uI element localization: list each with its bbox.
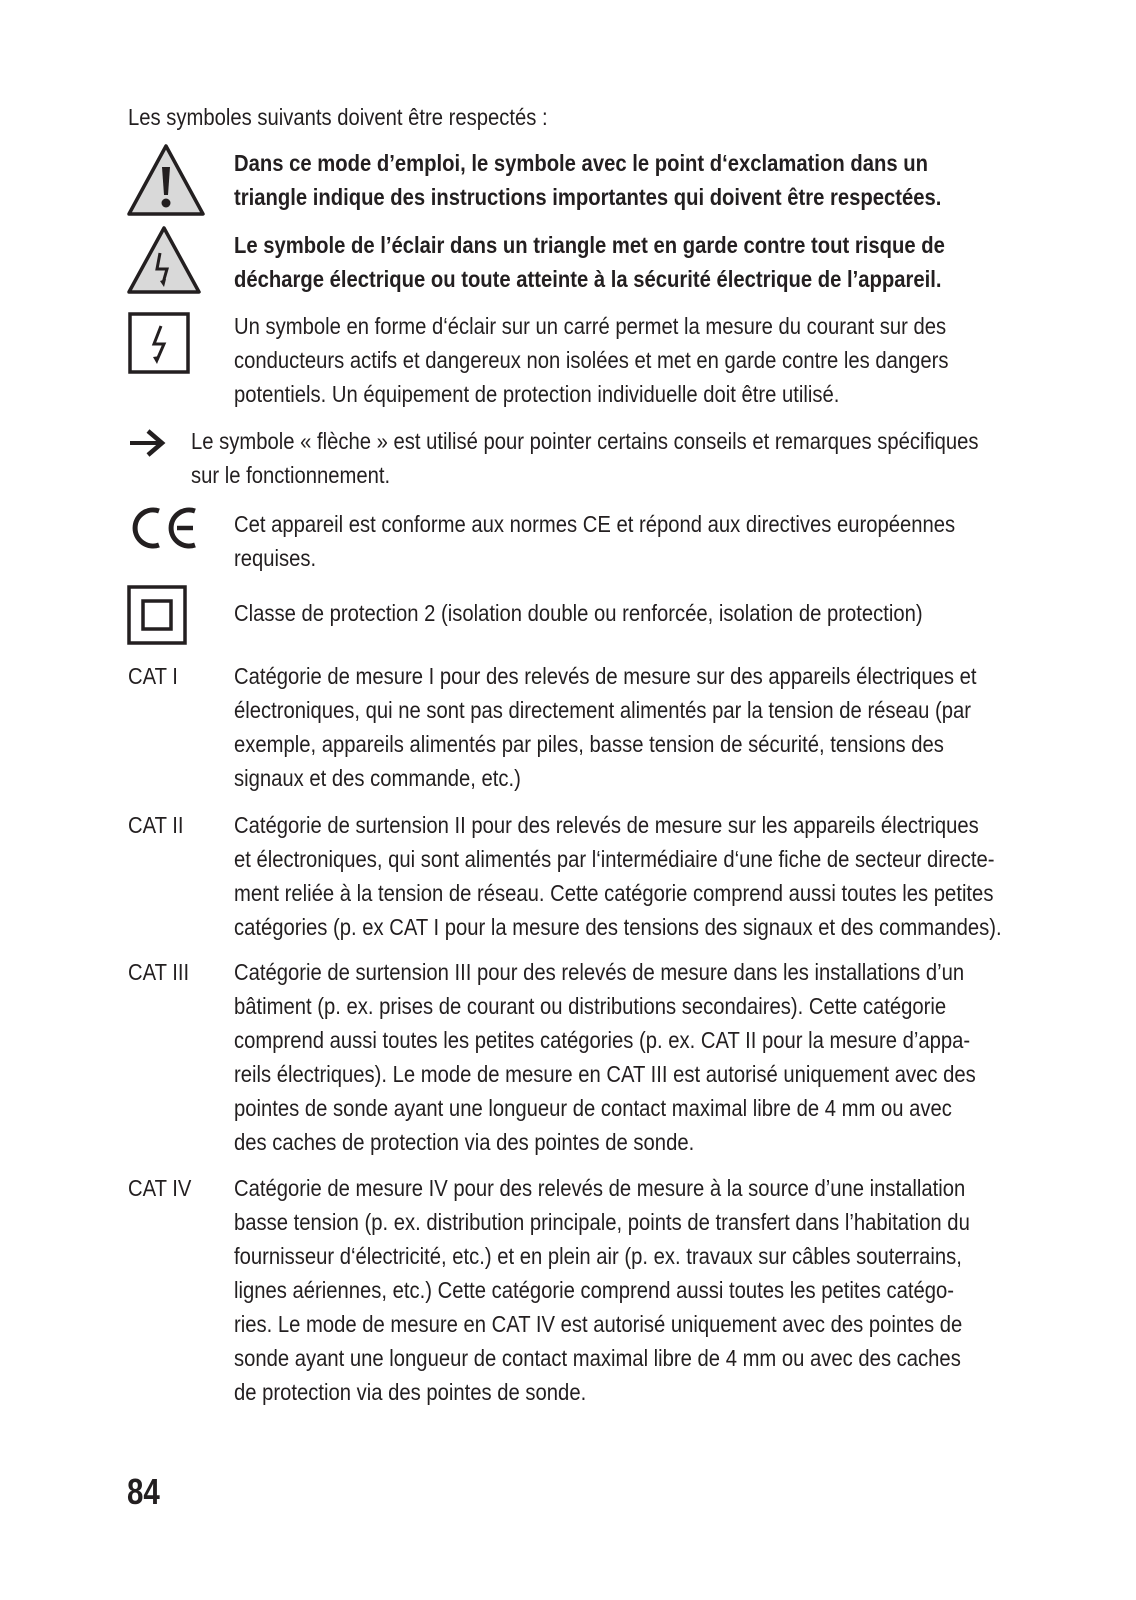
warning-exclamation-triangle-icon (126, 143, 206, 217)
entry-lightning-triangle-text (234, 228, 945, 296)
text-line: comprend aussi toutes les petites catégories (p. ex. CAT II pour la mesure d’appa- (234, 1027, 971, 1053)
text-line: sonde ayant une longueur de contact maximal libre de 4 mm ou avec des caches (234, 1345, 961, 1371)
text-line: triangle indique des instructions importantes qui doivent être respectées. (234, 184, 942, 210)
text-line: pointes de sonde ayant une longueur de contact maximal libre de 4 mm ou avec (234, 1095, 952, 1121)
text-line: sur le fonctionnement. (191, 462, 391, 488)
intro-text: Les symboles suivants doivent être respectés : (128, 104, 548, 130)
cat-iii-text (234, 955, 976, 1159)
text-line: signaux et des commande, etc.) (234, 765, 521, 791)
text-line: lignes aériennes, etc.) Cette catégorie comprend aussi toutes les petites catégo- (234, 1277, 955, 1303)
entry-lightning-square-text (234, 309, 948, 411)
text-line: et électroniques, qui sont alimentés par l‘intermédiaire d‘une fiche de secteur directe- (234, 846, 995, 872)
cat-i-text (234, 659, 977, 795)
arrow-right-icon (128, 428, 168, 458)
cat-ii-label: CAT II (128, 812, 184, 838)
text-line: potentiels. Un équipement de protection individuelle doit être utilisé. (234, 381, 840, 407)
text-line: Le symbole « flèche » est utilisé pour pointer certains conseils et remarques spécifiques (191, 428, 979, 454)
text-line: de protection via des pointes de sonde. (234, 1379, 587, 1405)
page-number: 84 (127, 1471, 160, 1512)
text-line: des caches de protection via des pointes de sonde. (234, 1129, 695, 1155)
text-line: bâtiment (p. ex. prises de courant ou distributions secondaires). Cette catégorie (234, 993, 947, 1019)
entry-arrow-text (191, 424, 979, 492)
cat-ii-text (234, 808, 1002, 944)
text-line: reils électriques). Le mode de mesure en CAT III est autorisé uniquement avec des (234, 1061, 976, 1087)
text-line: conducteurs actifs et dangereux non isolées et met en garde contre les dangers (234, 347, 949, 373)
text-line: fournisseur d‘électricité, etc.) et en plein air (p. ex. travaux sur câbles souterrains, (234, 1243, 962, 1269)
text-line: exemple, appareils alimentés par piles, basse tension de sécurité, tensions des (234, 731, 944, 757)
cat-iv-label: CAT IV (128, 1175, 192, 1201)
text-line: catégories (p. ex CAT I pour la mesure des tensions des signaux et des commandes). (234, 914, 1002, 940)
lightning-square-icon (128, 312, 190, 374)
text-line: requises. (234, 545, 317, 571)
ce-mark-icon (127, 505, 199, 551)
entry-exclamation-text (234, 146, 941, 214)
cat-iv-text (234, 1171, 970, 1409)
cat-i-label: CAT I (128, 663, 178, 689)
text-line: décharge électrique ou toute atteinte à la sécurité électrique de l’appareil. (234, 266, 942, 292)
text-line: Cet appareil est conforme aux normes CE et répond aux directives européennes (234, 511, 956, 537)
lightning-triangle-icon (126, 225, 202, 295)
text-line: basse tension (p. ex. distribution principale, points de transfert dans l’habitation du (234, 1209, 970, 1235)
text-line: Catégorie de mesure I pour des relevés de mesure sur des appareils électriques et (234, 663, 977, 689)
entry-ce-text (234, 507, 955, 575)
text-line: Le symbole de l’éclair dans un triangle met en garde contre tout risque de (234, 232, 945, 258)
text-line: Catégorie de mesure IV pour des relevés de mesure à la source d’une installation (234, 1175, 966, 1201)
text-line: ries. Le mode de mesure en CAT IV est autorisé uniquement avec des pointes de (234, 1311, 963, 1337)
protection-class-2-icon (127, 585, 187, 645)
cat-iii-label: CAT III (128, 959, 190, 985)
text-line: Un symbole en forme d‘éclair sur un carré permet la mesure du courant sur des (234, 313, 947, 339)
text-line: électroniques, qui ne sont pas directement alimentés par la tension de réseau (par (234, 697, 971, 723)
text-line: Catégorie de surtension III pour des relevés de mesure dans les installations d’un (234, 959, 965, 985)
entry-protection-class-text (234, 596, 923, 630)
text-line: Dans ce mode d’emploi, le symbole avec le point d‘exclamation dans un (234, 150, 928, 176)
text-line: Catégorie de surtension II pour des relevés de mesure sur les appareils électriques (234, 812, 979, 838)
text-line: ment reliée à la tension de réseau. Cette catégorie comprend aussi toutes les petites (234, 880, 994, 906)
text-line: Classe de protection 2 (isolation double ou renforcée, isolation de protection) (234, 600, 923, 626)
